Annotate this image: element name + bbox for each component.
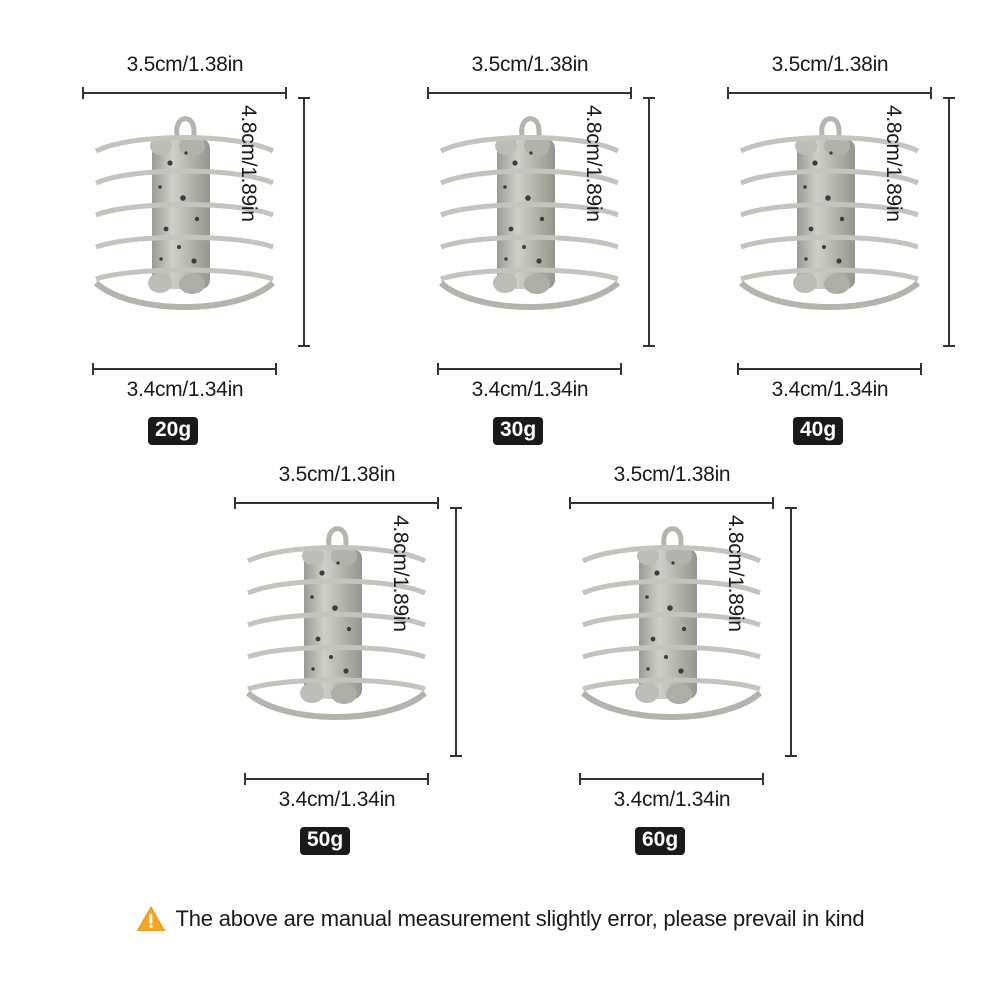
top-width-label: 3.5cm/1.38in: [771, 53, 889, 76]
weight-badge: 50g: [300, 827, 350, 855]
product-cell-20g: [70, 45, 370, 445]
top-width-label: 3.5cm/1.38in: [126, 53, 244, 76]
height-label: 4.8cm/1.89in: [724, 515, 747, 632]
warning-triangle-icon: [136, 905, 166, 933]
bottom-width-dimension-line: [92, 363, 277, 373]
bottom-width-dimension-line: [244, 773, 429, 783]
top-width-dimension-line: [234, 497, 439, 507]
top-width-label: 3.5cm/1.38in: [278, 463, 396, 486]
top-width-dimension-line: [82, 87, 287, 97]
bottom-width-dimension-line: [737, 363, 922, 373]
product-cell-60g: [557, 455, 857, 855]
bottom-width-label: 3.4cm/1.34in: [126, 378, 244, 401]
height-label: 4.8cm/1.89in: [582, 105, 605, 222]
product-cell-40g: [715, 45, 1000, 445]
top-width-label: 3.5cm/1.38in: [471, 53, 589, 76]
height-dimension-line: [643, 97, 653, 347]
product-cell-30g: [415, 45, 715, 445]
top-width-dimension-line: [427, 87, 632, 97]
height-label: 4.8cm/1.89in: [237, 105, 260, 222]
weight-badge: 20g: [148, 417, 198, 445]
measurement-note-text: The above are manual measurement slightly error, please prevail in kind: [175, 906, 865, 931]
top-width-dimension-line: [569, 497, 774, 507]
bottom-width-label: 3.4cm/1.34in: [278, 788, 396, 811]
bottom-width-label: 3.4cm/1.34in: [471, 378, 589, 401]
bottom-width-label: 3.4cm/1.34in: [771, 378, 889, 401]
bottom-width-dimension-line: [579, 773, 764, 783]
weight-badge: 30g: [493, 417, 543, 445]
product-cell-50g: [222, 455, 522, 855]
top-width-label: 3.5cm/1.38in: [613, 463, 731, 486]
bottom-width-dimension-line: [437, 363, 622, 373]
height-dimension-line: [943, 97, 953, 347]
bottom-width-label: 3.4cm/1.34in: [613, 788, 731, 811]
top-width-dimension-line: [727, 87, 932, 97]
height-dimension-line: [785, 507, 795, 757]
weight-badge: 40g: [793, 417, 843, 445]
weight-badge: 60g: [635, 827, 685, 855]
measurement-note: [0, 905, 1000, 933]
height-dimension-line: [450, 507, 460, 757]
height-dimension-line: [298, 97, 308, 347]
height-label: 4.8cm/1.89in: [389, 515, 412, 632]
height-label: 4.8cm/1.89in: [882, 105, 905, 222]
